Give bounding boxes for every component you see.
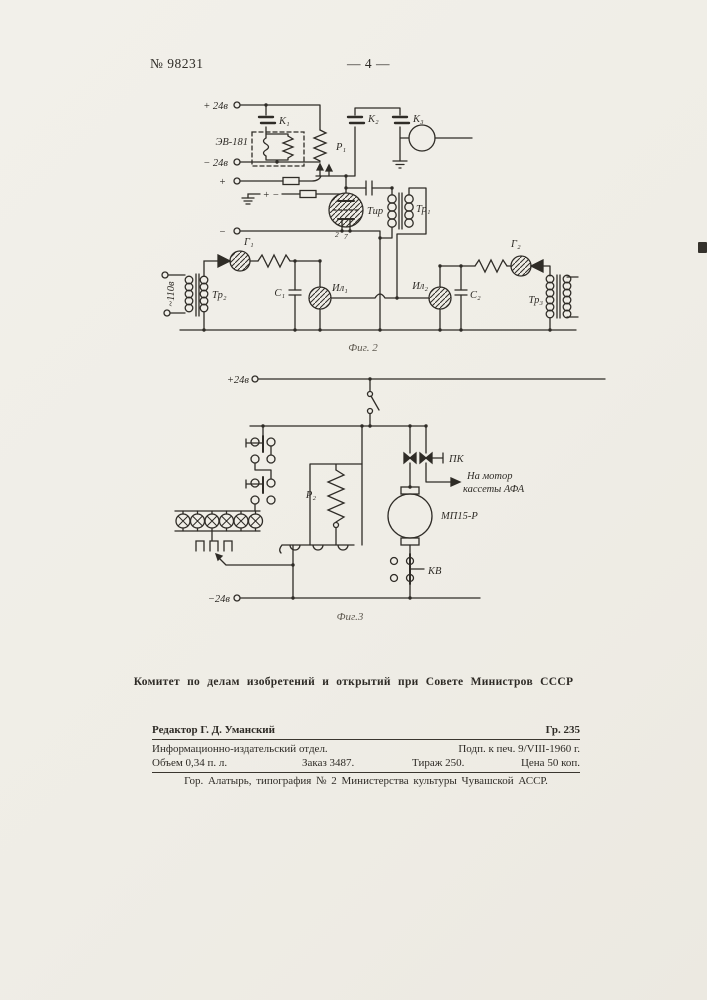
fig2-label-eb181: ЭВ-181 [215, 137, 248, 148]
fig2-label-tr3: Тр₃ [528, 295, 543, 306]
fig3-label-kv: КВ [428, 566, 442, 577]
printing-house-line: Гор. Алатырь, типография № 2 Министерства культуры Чувашской АССР. [184, 775, 548, 787]
fig3-wiring [175, 376, 605, 601]
price: Цена 50 коп. [520, 757, 580, 769]
fig2-label-il1: Ил₁ [332, 283, 348, 294]
fig2-label-k3: К₃ [413, 114, 424, 125]
fig2-label-minus-input: − [218, 227, 226, 238]
fig2-label-c1: С₁ [274, 288, 285, 299]
signed-to-print: Подп. к печ. 9/VIII-1960 г. [458, 743, 580, 755]
committee-line: Комитет по делам изобретений и открытий при Совете Министров СССР [133, 676, 574, 688]
page-number: — 4 — [347, 56, 390, 71]
fig2-label-tr1: Тр₁ [416, 204, 431, 215]
fig2-label-pin-a: 2 [335, 230, 339, 239]
fig3-circuit-diagram [150, 358, 620, 638]
fig2-label-k1: К₁ [279, 116, 290, 127]
fig2-label-thyratron: Тир [367, 206, 384, 217]
fig3-label-motor: МП15-Р [441, 511, 478, 522]
fig2-label-tr2: Тр₂ [212, 290, 227, 301]
fig2-circuit-diagram [140, 88, 590, 368]
fig3-label-plus24v: +24в [226, 375, 249, 386]
fig2-label-polarity: + − [262, 190, 280, 201]
volume: Объем 0,34 п. л. [152, 757, 228, 769]
rule-bottom [152, 772, 580, 773]
fig2-label-pin-b: 7 [344, 232, 348, 241]
fig3-label-pk: ПК [449, 454, 464, 465]
fig3-caption: Фиг.3 [336, 611, 364, 623]
fig2-label-plus24v: + 24в [203, 101, 228, 112]
fig2-label-r1: Р₁ [336, 142, 347, 153]
fig2-label-g1: Г₁ [244, 237, 254, 248]
fig3-label-r2: Р₂ [305, 490, 316, 501]
patent-number: № 98231 [150, 56, 204, 71]
fig2-caption: Фиг. 2 [348, 342, 378, 354]
editor-line: Редактор Г. Д. Уманский [152, 724, 275, 736]
rule-top [152, 739, 580, 740]
group-number: Гр. 235 [545, 724, 580, 736]
fig2-label-g2: Г₂ [511, 239, 521, 250]
fig2-label-k2: К₂ [368, 114, 379, 125]
department-line: Информационно-издательский отдел. [152, 743, 328, 755]
fig2-label-c2: С₂ [470, 290, 481, 301]
fig2-label-plus-input: + [218, 177, 226, 188]
fig2-label-mains: ~110в [166, 281, 177, 307]
order-number: Заказ 3487. [302, 757, 355, 769]
fig3-label-minus24v: −24в [207, 594, 230, 605]
fig3-label-to-motor-2: кассеты АФА [463, 484, 525, 495]
fig2-label-minus24v: − 24в [203, 158, 228, 169]
fig3-label-to-motor-1: На мотор [467, 471, 513, 482]
print-run: Тираж 250. [412, 757, 465, 769]
imprint-block [152, 723, 580, 787]
fig2-label-il2: Ил₂ [412, 281, 428, 292]
scan-artifact [698, 242, 707, 253]
